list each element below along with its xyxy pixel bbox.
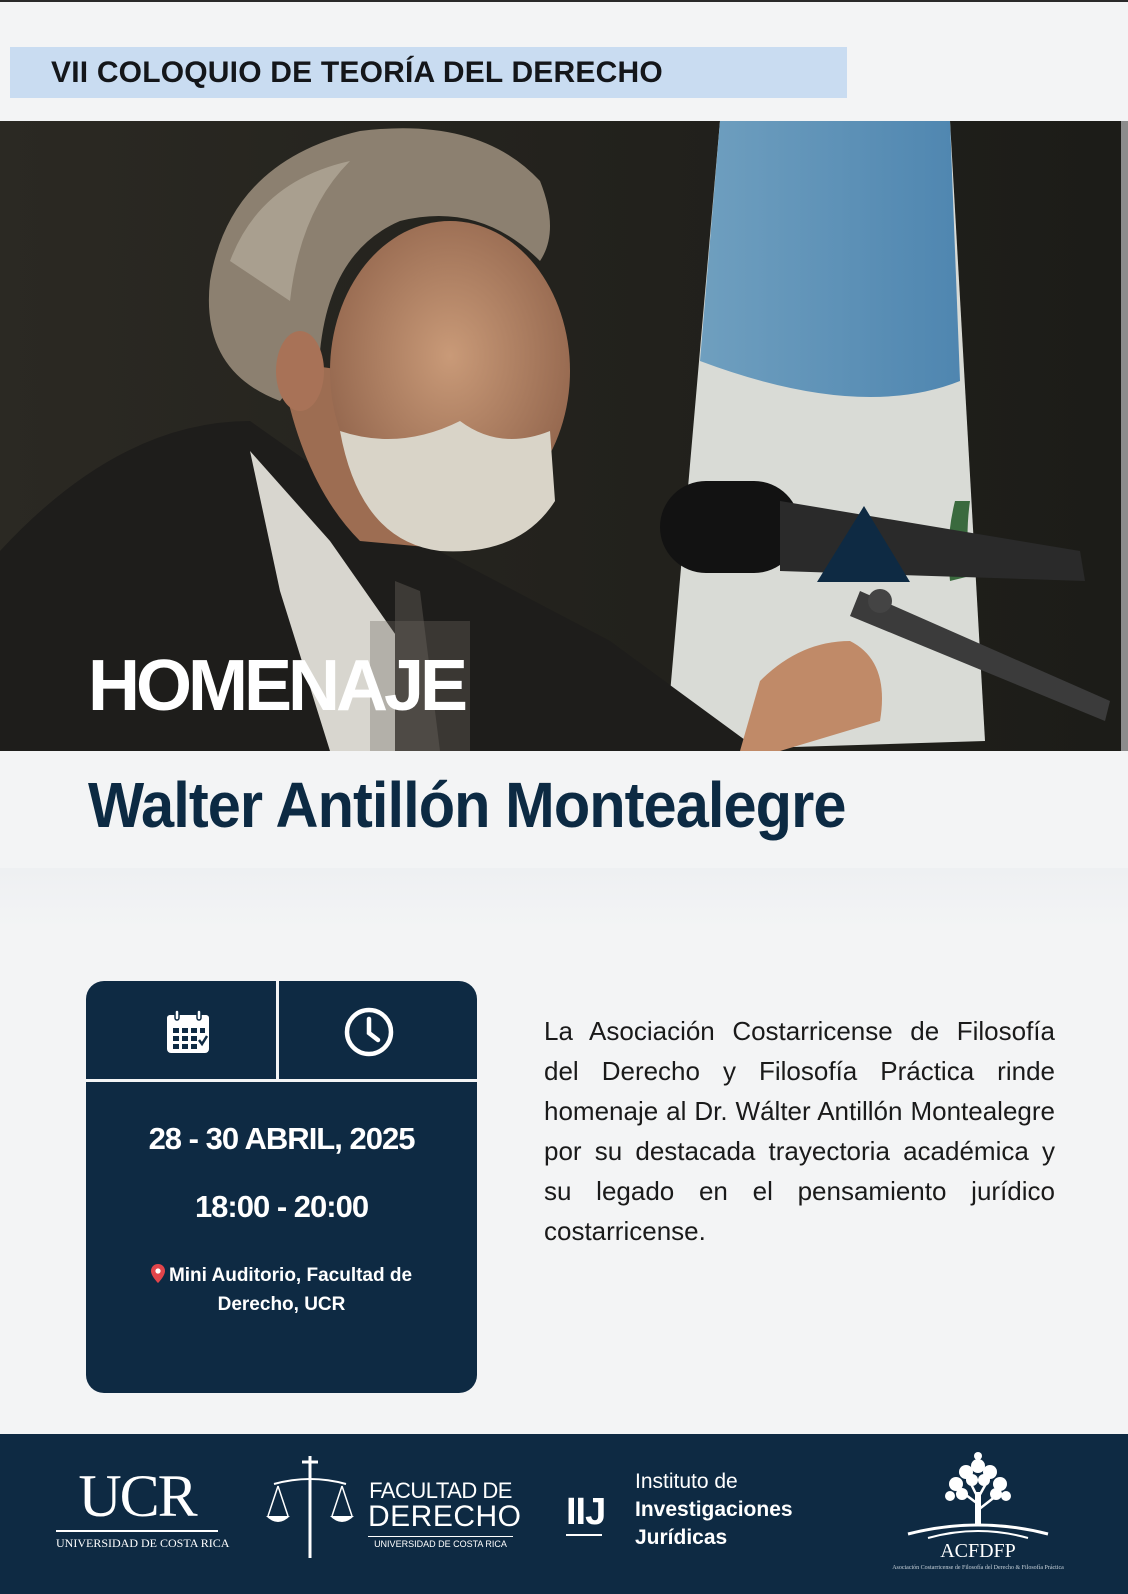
iij-wordmark <box>635 1468 793 1552</box>
event-date: 28 - 30 ABRIL, 2025 <box>148 1121 415 1156</box>
acfdfp-logo <box>858 1452 1098 1582</box>
headline: HOMENAJE <box>88 646 465 726</box>
top-border <box>0 0 1128 2</box>
ucr-logo-subtitle: UNIVERSIDAD DE COSTA RICA <box>56 1536 230 1550</box>
honoree-name: Walter Antillón Montealegre <box>88 769 846 841</box>
details-card-header <box>86 981 477 1079</box>
tree-icon <box>858 1452 1098 1540</box>
ucr-logo <box>56 1463 230 1551</box>
facultad-derecho-wordmark <box>368 1478 522 1549</box>
event-details-card <box>86 981 477 1393</box>
header-divider <box>276 981 279 1079</box>
iij-logo-rule <box>566 1534 602 1536</box>
map-pin-icon <box>151 1264 165 1283</box>
event-description: La Asociación Costarricense de Filosofía del Derecho y Filosofía Práctica rinde homenaje al Dr. Wálter Antillón Montealegre por su destacada trayectoria académica y su legado en el pensamiento jurídico costarricense. <box>544 1016 1055 1246</box>
sponsors-footer <box>0 1434 1128 1594</box>
photo-edge <box>1121 121 1128 751</box>
header-bottom-divider <box>86 1079 477 1082</box>
iij-line3: Jurídicas <box>635 1526 728 1549</box>
calendar-icon <box>164 1008 212 1056</box>
iij-line2: Investigaciones <box>635 1498 793 1521</box>
clock-icon <box>344 1007 394 1057</box>
acfdfp-subtitle: Asociación Costarricense de Filosofía del Derecho & Filosofía Práctica <box>892 1565 1064 1571</box>
ucr-logo-rule <box>56 1530 218 1532</box>
facultad-derecho-logo <box>266 1454 522 1564</box>
event-time: 18:00 - 20:00 <box>194 1189 369 1224</box>
iij-logo-mark: IIJ <box>566 1491 606 1533</box>
divider-band <box>0 868 1128 928</box>
facultad-line2: DERECHO <box>368 1500 522 1533</box>
iij-line1: Instituto de <box>635 1470 738 1493</box>
acfdfp-name: ACFDFP <box>940 1540 1016 1562</box>
facultad-line3: UNIVERSIDAD DE COSTA RICA <box>368 1536 513 1549</box>
event-location-text: Mini Auditorio, Facultad de Derecho, UCR <box>168 1265 413 1315</box>
scales-of-justice-icon <box>266 1454 366 1564</box>
facultad-line1: FACULTAD DE <box>369 1478 512 1503</box>
series-title: VII COLOQUIO DE TEORÍA DEL DERECHO <box>51 55 663 89</box>
ucr-logo-mark: UCR <box>78 1463 196 1529</box>
series-title-banner <box>10 47 847 98</box>
event-location <box>116 1261 447 1319</box>
